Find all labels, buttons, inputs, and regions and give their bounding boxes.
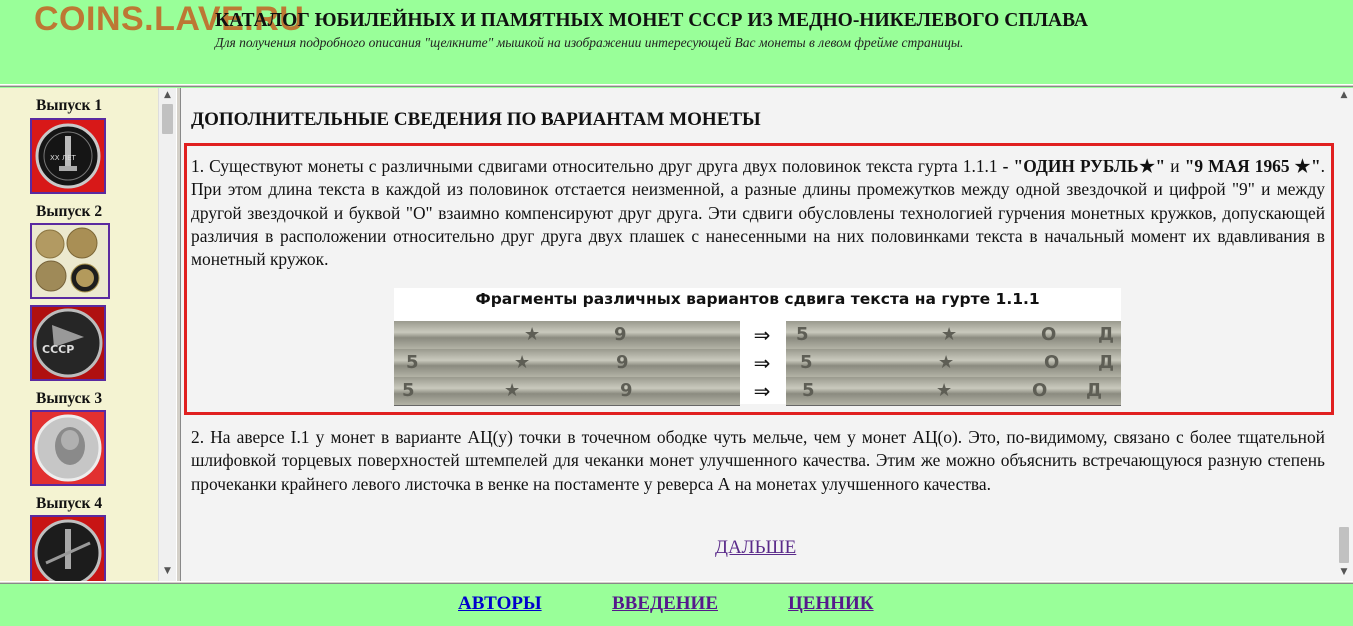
issue-label-1: Выпуск 1 — [36, 97, 103, 114]
right-double-arrow-icon: ⇒ — [753, 351, 771, 375]
footer-nav — [0, 585, 1353, 626]
issue-label-3: Выпуск 3 — [36, 390, 103, 407]
coin-thumbnail-2[interactable] — [30, 223, 110, 299]
strip-glyph: 5 — [800, 352, 813, 373]
page-subtitle: Для получения подробного описания "щелкните" мышкой на изображении интересующей Вас монеты в левом фрейме страницы. — [215, 35, 964, 50]
strip-glyph: 5 — [402, 380, 415, 401]
strip-glyph: 5 — [802, 380, 815, 401]
coin-2b-text: СССР — [42, 343, 75, 356]
scroll-down-arrow-icon[interactable]: ▼ — [164, 566, 171, 576]
coin-3-image — [32, 412, 104, 484]
strip-glyph: О — [1032, 380, 1048, 401]
footer-divider — [0, 581, 1353, 584]
edge-variants-figure — [394, 288, 1121, 404]
header-divider — [0, 84, 1353, 87]
authors-link[interactable]: АВТОРЫ — [458, 593, 542, 614]
right-double-arrow-icon: ⇒ — [753, 323, 771, 347]
strip-glyph: 9 — [616, 352, 629, 373]
section-title: ДОПОЛНИТЕЛЬНЫЕ СВЕДЕНИЯ ПО ВАРИАНТАМ МОНЕТЫ — [191, 109, 761, 130]
edge-strip-right-3 — [786, 377, 1121, 406]
edge-text-part-1: - "ОДИН РУБЛЬ★" — [1002, 156, 1166, 176]
coin-thumbnail-4[interactable] — [30, 515, 106, 581]
strip-glyph: ★ — [936, 380, 953, 401]
strip-glyph: Д — [1098, 352, 1115, 373]
strip-glyph: ★ — [524, 324, 541, 345]
edge-text-part-2: "9 МАЯ 1965 ★" — [1184, 156, 1321, 176]
paragraph-1-start: 1. Существуют монеты с различными сдвигами относительно друг друга двух половинок текста гурта 1.1.1 — [191, 156, 1003, 176]
price-list-link[interactable]: ЦЕННИК — [788, 593, 874, 614]
scroll-up-arrow-icon[interactable]: ▲ — [164, 90, 171, 100]
introduction-link[interactable]: ВВЕДЕНИЕ — [612, 593, 718, 614]
coin-list-frame[interactable] — [0, 88, 176, 581]
strip-glyph: 9 — [614, 324, 627, 345]
site-watermark: COINS.LAVE.RU — [34, 0, 305, 38]
strip-glyph: 5 — [406, 352, 419, 373]
edge-strip-left-1 — [394, 321, 740, 350]
left-scroll-thumb[interactable] — [162, 104, 173, 134]
coin-4-image — [32, 517, 104, 581]
strip-glyph: 5 — [796, 324, 809, 345]
strip-glyph: ★ — [938, 352, 955, 373]
issue-label-4: Выпуск 4 — [36, 495, 103, 512]
edge-strip-right-2 — [786, 349, 1121, 378]
strip-glyph: О — [1041, 324, 1057, 345]
coin-2-image — [32, 225, 108, 297]
coin-thumbnail-2b[interactable] — [30, 305, 106, 381]
strip-glyph: ★ — [514, 352, 531, 373]
strip-glyph: ★ — [504, 380, 521, 401]
strip-glyph: ★ — [941, 324, 958, 345]
strip-glyph: Д — [1098, 324, 1115, 345]
main-scroll-thumb[interactable] — [1339, 527, 1349, 563]
coin-thumbnail-1[interactable] — [30, 118, 106, 194]
main-scrollbar[interactable] — [1335, 88, 1353, 581]
page-title: КАТАЛОГ ЮБИЛЕЙНЫХ И ПАМЯТНЫХ МОНЕТ СССР ИЗ МЕДНО-НИКЕЛЕВОГО СПЛАВА — [215, 10, 1088, 31]
paragraph-1-mid: и — [1165, 156, 1185, 176]
next-link[interactable]: ДАЛЬШЕ — [715, 537, 797, 558]
strip-glyph: Д — [1086, 380, 1103, 401]
content-frame[interactable] — [181, 88, 1353, 581]
header — [0, 0, 1353, 84]
scroll-down-arrow-icon[interactable]: ▼ — [1340, 567, 1348, 577]
coin-2b-image — [32, 307, 104, 379]
coin-1-text: XX ЛЕТ — [50, 154, 76, 162]
coin-thumbnail-3[interactable] — [30, 410, 106, 486]
issue-label-2: Выпуск 2 — [36, 203, 103, 220]
edge-strip-right-1 — [786, 321, 1121, 350]
edge-strip-left-3 — [394, 377, 740, 406]
right-double-arrow-icon: ⇒ — [753, 379, 771, 403]
paragraph-1-rest: . При этом длина текста в каждой из половинок отстается неизменной, а разные длины промежутков между одной звездочкой и цифрой "9" и между другой звездочкой и буквой "О" взаимно компенсируют друг друга. Эти сдвиги обусловлены технологией гурчения монетных кружков, допускающей различия в расположении относительно друг друга двух плашек с нанесенными на них половинками текста в начальный момент их вдавливания в монетный кружок. — [191, 156, 1325, 270]
scroll-up-arrow-icon[interactable]: ▲ — [1340, 90, 1348, 100]
edge-strip-left-2 — [394, 349, 740, 378]
paragraph-1 — [191, 155, 1325, 271]
coin-1-image — [32, 120, 104, 192]
paragraph-2: 2. На аверсе I.1 у монет в варианте АЦ(у) точки в точечном ободке чуть мельче, чем у монет АЦ(о). Это, по-видимому, связано с более тщательной шлифовкой торцевых поверхностей штемпелей для чеканки монет улучшенного качества. Этим же можно объяснить встречающуюся разную степень прочеканки крайнего левого листочка в венке на постаменте у реверса А на монетах улучшенного качества. — [191, 427, 1325, 494]
strip-glyph: О — [1044, 352, 1060, 373]
strip-glyph: 9 — [620, 380, 633, 401]
figure-title: Фрагменты различных вариантов сдвига текста на гурте 1.1.1 — [475, 290, 1040, 308]
left-scrollbar[interactable] — [158, 88, 176, 581]
